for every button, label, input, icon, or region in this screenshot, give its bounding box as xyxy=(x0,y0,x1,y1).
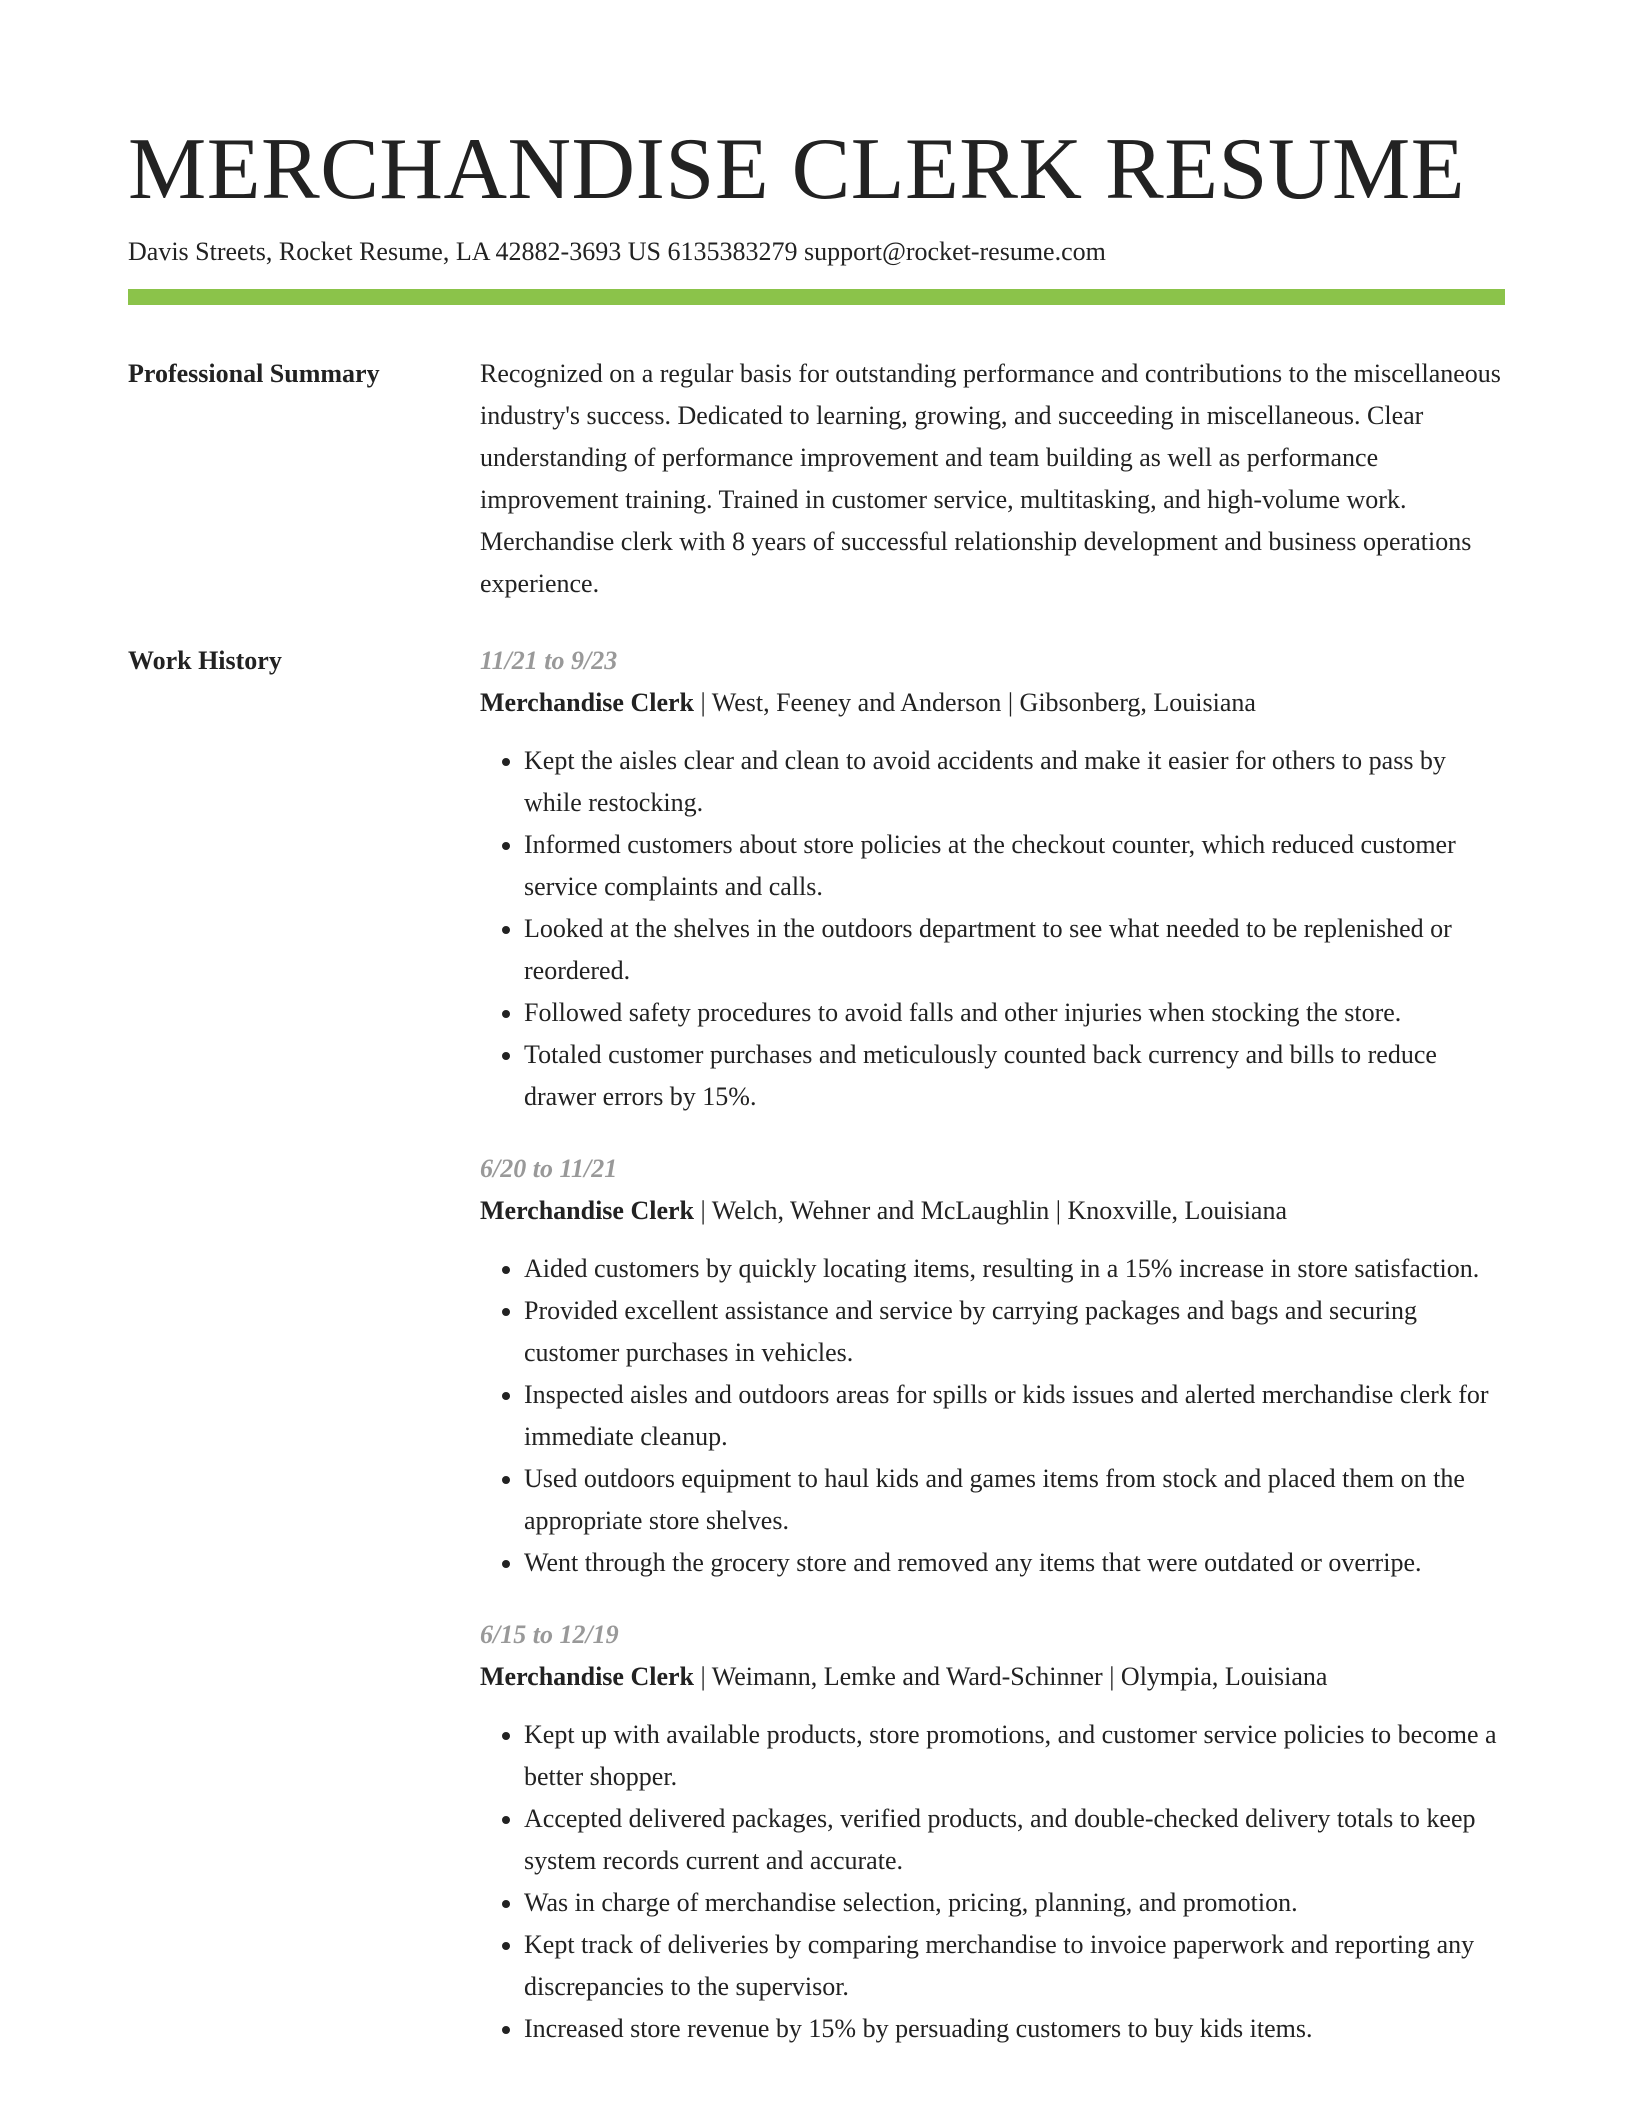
resume-title: MERCHANDISE CLERK RESUME xyxy=(128,121,1465,218)
work-history-section xyxy=(128,640,1505,2080)
job-bullet: • Inspected aisles and outdoors areas for spills or kids issues and alerted merchandise clerk for immediate cleanup. xyxy=(524,1374,1505,1458)
job-bullet: • Provided excellent assistance and service by carrying packages and bags and securing customer purchases in vehicles. xyxy=(524,1290,1505,1374)
job-entry xyxy=(480,1614,1505,2050)
job-dates: 6/20 to 11/21 xyxy=(480,1154,618,1183)
job-bullet: • Kept track of deliveries by comparing merchandise to invoice paperwork and reporting any discrepancies to the supervisor. xyxy=(524,1924,1505,2008)
job-bullet: • Looked at the shelves in the outdoors department to see what needed to be replenished or reordered. xyxy=(524,908,1505,992)
job-employer-location: | Weimann, Lemke and Ward-Schinner | Olympia, Louisiana xyxy=(694,1662,1328,1691)
job-title: Merchandise Clerk xyxy=(480,1662,694,1691)
job-bullet: • Used outdoors equipment to haul kids and games items from stock and placed them on the appropriate store shelves. xyxy=(524,1458,1505,1542)
summary-text: Recognized on a regular basis for outstanding performance and contributions to the miscellaneous industry's success. Dedicated to learning, growing, and succeeding in miscellaneous. Clear understanding of performance improvement and team building as well as performance improvement training. Trained in customer service, multitasking, and high-volume work. Merchandise clerk with 8 years of successful relationship development and business operations experience. xyxy=(480,359,1501,598)
accent-divider xyxy=(128,289,1505,305)
job-bullet: • Aided customers by quickly locating items, resulting in a 15% increase in store satisfaction. xyxy=(524,1248,1505,1290)
job-employer-location: | Welch, Wehner and McLaughlin | Knoxville, Louisiana xyxy=(694,1196,1288,1225)
job-bullet: • Went through the grocery store and removed any items that were outdated or overripe. xyxy=(524,1542,1505,1584)
job-bullet: • Accepted delivered packages, verified products, and double-checked delivery totals to keep system records current and accurate. xyxy=(524,1798,1505,1882)
job-bullets xyxy=(480,1248,1505,1584)
work-history-label: Work History xyxy=(128,646,282,675)
job-dates: 6/15 to 12/19 xyxy=(480,1620,619,1649)
job-title: Merchandise Clerk xyxy=(480,688,694,717)
job-bullet: • Informed customers about store policies at the checkout counter, which reduced customer service complaints and calls. xyxy=(524,824,1505,908)
job-bullets xyxy=(480,740,1505,1118)
job-bullet: • Was in charge of merchandise selection, pricing, planning, and promotion. xyxy=(524,1882,1505,1924)
job-heading xyxy=(480,1656,1505,1698)
job-bullet: • Increased store revenue by 15% by persuading customers to buy kids items. xyxy=(524,2008,1505,2050)
job-bullet: • Kept the aisles clear and clean to avoid accidents and make it easier for others to pass by while restocking. xyxy=(524,740,1505,824)
job-heading xyxy=(480,1190,1505,1232)
job-employer-location: | West, Feeney and Anderson | Gibsonberg, Louisiana xyxy=(694,688,1256,717)
job-dates: 11/21 to 9/23 xyxy=(480,646,618,675)
job-bullet: • Kept up with available products, store promotions, and customer service policies to become a better shopper. xyxy=(524,1714,1505,1798)
work-history-body xyxy=(480,640,1505,2080)
job-heading xyxy=(480,682,1505,724)
summary-section xyxy=(128,353,1505,605)
job-bullets xyxy=(480,1714,1505,2050)
job-bullet: • Totaled customer purchases and meticulously counted back currency and bills to reduce drawer errors by 15%. xyxy=(524,1034,1505,1118)
job-bullet: • Followed safety procedures to avoid falls and other injuries when stocking the store. xyxy=(524,992,1505,1034)
summary-body xyxy=(480,353,1505,605)
job-entry xyxy=(480,640,1505,1118)
resume-page xyxy=(128,0,1505,2080)
contact-line: Davis Streets, Rocket Resume, LA 42882-3693 US 6135383279 support@rocket-resume.com xyxy=(128,237,1106,266)
job-title: Merchandise Clerk xyxy=(480,1196,694,1225)
summary-label: Professional Summary xyxy=(128,359,380,388)
job-entry xyxy=(480,1148,1505,1584)
